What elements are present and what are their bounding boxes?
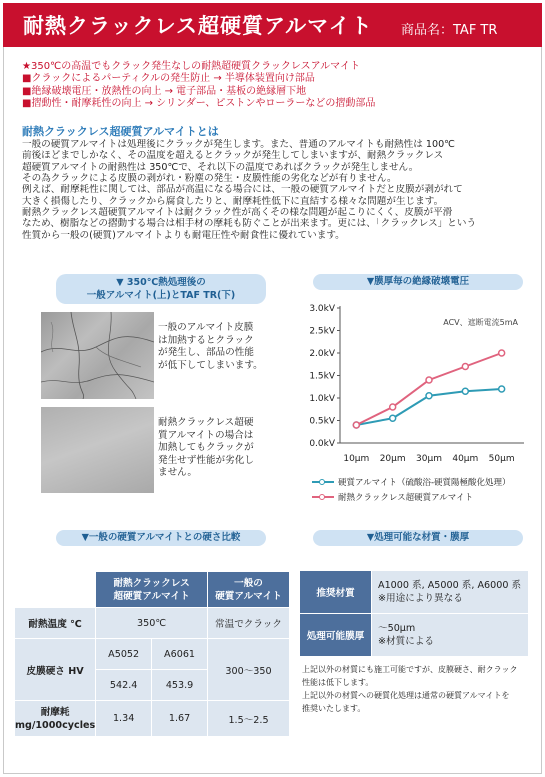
feature-item: ■絶縁破壊電圧・放熱性の向上 → 電子部品・基板の絶縁層下地 (22, 85, 307, 97)
feature-item: ■クラックによるパーティクルの発生防止 → 半導体装置向け部品 (22, 73, 315, 85)
intro-line: 耐熱クラックレス超硬質アルマイトは耐クラック性が高くその様な問題が起こりにくく、皮膜が平滑 (22, 207, 453, 219)
col-head-line: 一般の (234, 577, 263, 589)
legend-label: 硬質アルマイト（硫酸浴-硬質陽極酸化処理） (338, 477, 511, 488)
caption-line: は加熱するとクラック (158, 334, 254, 346)
col-head-line: 耐熱クラックレス (113, 577, 190, 589)
note-line: 推奨いたします。 (302, 704, 366, 713)
x-tick-label: 50μm (488, 454, 515, 464)
data-point (499, 386, 505, 392)
legend-swatch (312, 479, 334, 485)
caption-line: が発生し、部品の性能 (158, 347, 254, 359)
chart-annotation: ACV、遮断電流5mA (443, 318, 518, 327)
material-panel-label-text: ▼処理可能な材質・膜厚 (366, 532, 470, 543)
row-head-thickness: 処理可能膜厚 (300, 614, 372, 657)
x-tick-label: 10μm (343, 454, 370, 464)
y-tick-label: 2.0kV (309, 349, 335, 359)
intro-body (22, 139, 525, 241)
temp-taf-cell: 350℃ (96, 608, 208, 639)
data-point (462, 364, 468, 370)
data-point (426, 377, 432, 383)
photo-panel-label-line1: ▼ 350℃熱処理後の (116, 277, 206, 288)
header-bar (3, 3, 542, 47)
y-tick-label: 0.5kV (309, 416, 335, 427)
row-head-wear (15, 701, 96, 737)
intro-line: その為クラックによる皮膜の剥がれ・粉塵の発生・皮膜性能の劣化などが有りません。 (22, 173, 397, 185)
data-point (499, 350, 505, 356)
feature-item: ■摺動性・耐摩耗性の向上 → シリンダー、ピストンやローラーなどの摺動部品 (22, 98, 376, 110)
data-point (426, 393, 432, 399)
photo-panel-label-line2: 一般アルマイト(上)とTAF TR(下) (86, 290, 236, 301)
caption-line: 一般のアルマイト皮膜 (158, 322, 254, 333)
intro-line: 大きく損傷したり、クラックから腐食したりと、耐摩耗性低下に直結する様々な問題が生じます。 (22, 195, 444, 207)
intro-line: 性質から一般の(硬質)アルマイトよりも耐電圧性や耐食性に優れています。 (22, 229, 345, 241)
hv-b-cell: 453.9 (152, 670, 208, 701)
material-line: A1000 系, A5000 系, A6000 系 (378, 580, 522, 591)
series-line (356, 353, 501, 425)
row-head-line: 耐摩耗 (40, 706, 70, 718)
data-point (353, 422, 359, 428)
wear-general-cell: 1.5～2.5 (208, 701, 290, 737)
intro-line: 一般の硬質アルマイトは処理後にクラックが発生します。また、普通のアルマイトも耐熱性は 100℃ (22, 139, 455, 150)
intro-line: 例えば、耐摩耗性に関しては、部品が高温になる場合には、一般の硬質アルマイトだと皮膜が剥がれて (22, 184, 463, 196)
y-tick-label: 1.5kV (309, 371, 335, 382)
page-title: 耐熱クラックレス超硬質アルマイト (23, 14, 373, 38)
chart-legend (312, 474, 511, 504)
data-point (390, 404, 396, 410)
note-line: 上記以外の材質への硬質化処理は通常の硬質アルマイトを (302, 691, 510, 700)
intro-line: 前後ほどまでしかなく、その温度を超えるとクラックが発生してしまいますが、耐熱クラックレス (22, 150, 444, 162)
chart-panel-label-text: ▼膜厚毎の絶縁破壊電圧 (366, 276, 470, 287)
temp-general-cell: 常温でクラック (208, 608, 290, 639)
crackless-surface-photo (41, 407, 154, 493)
y-tick-label: 3.0kV (309, 304, 335, 314)
feature-item: ★350℃の高温でもクラック発生なしの耐熱超硬質クラックレスアルマイト (22, 61, 360, 72)
hv-general-cell: 300～350 (208, 639, 290, 701)
wear-b-cell: 1.67 (152, 701, 208, 737)
alloy-b-cell: A6061 (152, 639, 208, 670)
x-tick-label: 20μm (379, 454, 406, 464)
material-notes (302, 663, 534, 715)
thickness-cell (372, 614, 529, 657)
chart-panel-label (313, 274, 523, 290)
crackless-photo-caption (158, 417, 254, 480)
material-cell (372, 571, 529, 614)
note-line: 上記以外の材質にも施工可能ですが、皮膜硬さ、耐クラック (302, 665, 518, 674)
material-table (299, 570, 529, 657)
breakdown-voltage-chart (296, 298, 532, 474)
col-head-line: 硬質アルマイト (215, 590, 282, 602)
x-tick-label: 40μm (452, 454, 479, 464)
material-panel-label (313, 530, 523, 546)
table-corner (15, 572, 96, 608)
hardness-panel-label-text: ▼一般の硬質アルマイトとの硬さ比較 (81, 532, 241, 543)
caption-line: 耐熱クラックレス超硬 (158, 417, 254, 428)
hardness-panel-label (56, 530, 266, 546)
y-tick-label: 1.0kV (309, 394, 335, 404)
caption-line: ません。 (158, 467, 197, 479)
hv-a-cell: 542.4 (96, 670, 152, 701)
crack-pattern-icon (41, 312, 154, 399)
y-tick-label: 0.0kV (309, 439, 335, 449)
caption-line: が低下してしまいます。 (158, 359, 263, 371)
x-tick-label: 30μm (416, 454, 442, 464)
legend-item (312, 489, 511, 504)
alloy-a-cell: A5052 (96, 639, 152, 670)
row-head-material: 推奨材質 (300, 571, 372, 614)
row-head-hv: 皮膜硬さ HV (15, 639, 96, 701)
caption-line: 質アルマイトの場合は (158, 429, 254, 441)
feature-list (22, 61, 532, 111)
caption-line: 加熱してもクラックが (158, 442, 254, 454)
thickness-note: ※材質による (378, 636, 435, 647)
photo-panel-label (56, 274, 266, 304)
caption-line: 発生せず性能が劣化し (158, 454, 254, 466)
thickness-line: ～50μm (378, 623, 416, 634)
col-head-general (208, 572, 290, 608)
cracked-photo-caption (158, 322, 263, 372)
note-line: 性能は低下します。 (302, 678, 374, 687)
row-head-temp: 耐熱温度 ℃ (15, 608, 96, 639)
row-head-line: mg/1000cycles (15, 719, 96, 731)
intro-line: 超硬質アルマイトの耐熱性は 350℃で、それ以下の温度であればクラックが発生しません。 (22, 161, 419, 173)
material-note: ※用途により異なる (378, 593, 463, 604)
legend-item (312, 474, 511, 489)
data-point (390, 415, 396, 421)
intro-heading: 耐熱クラックレス超硬質アルマイトとは (22, 125, 219, 138)
legend-label: 耐熱クラックレス超硬質アルマイト (338, 492, 474, 503)
legend-swatch (312, 494, 334, 500)
y-tick-label: 2.5kV (309, 326, 335, 337)
cracked-surface-photo (41, 312, 154, 399)
intro-line: なため、樹脂などの摺動する場合は相手材の摩耗も防ぐことが出来ます。更には、「クラックレス」という (22, 218, 477, 230)
col-head-line: 超硬質アルマイト (113, 590, 190, 602)
wear-a-cell: 1.34 (96, 701, 152, 737)
hardness-table (14, 571, 290, 737)
product-name: 商品名：TAF TR (401, 23, 498, 38)
data-point (462, 388, 468, 394)
col-head-taf (96, 572, 208, 608)
